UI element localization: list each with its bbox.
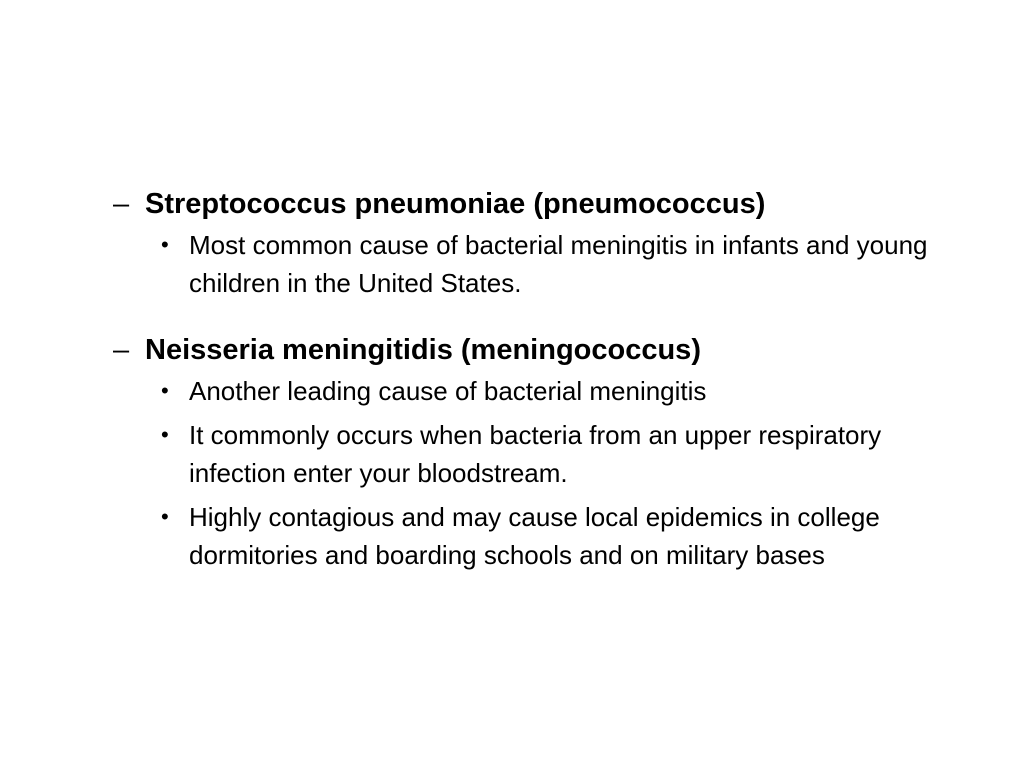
list-item xyxy=(161,226,963,302)
section-heading-row xyxy=(113,330,963,370)
section-neisseria xyxy=(113,330,963,574)
bullet-list xyxy=(113,226,963,302)
section-heading-row xyxy=(113,184,963,224)
bullet-text: Another leading cause of bacterial meningitis xyxy=(189,376,707,406)
bullet-marker: • xyxy=(161,232,169,257)
slide-content xyxy=(113,184,963,602)
section-heading: Neisseria meningitidis (meningococcus) xyxy=(145,334,701,366)
dash-marker: – xyxy=(113,188,130,220)
bullet-marker: • xyxy=(161,422,169,447)
section-heading: Streptococcus pneumoniae (pneumococcus) xyxy=(145,188,766,220)
bullet-text: Most common cause of bacterial meningitis in infants and young children in the United States. xyxy=(189,230,928,298)
bullet-text: Highly contagious and may cause local epidemics in college dormitories and boarding schools and on military bases xyxy=(189,502,880,570)
bullet-text: It commonly occurs when bacteria from an upper respiratory infection enter your bloodstream. xyxy=(189,420,882,488)
bullet-list xyxy=(113,372,963,574)
dash-marker: – xyxy=(113,334,130,366)
list-item xyxy=(161,416,963,492)
bullet-marker: • xyxy=(161,504,169,529)
section-streptococcus xyxy=(113,184,963,302)
list-item xyxy=(161,498,963,574)
list-item xyxy=(161,372,963,410)
bullet-marker: • xyxy=(161,378,169,403)
